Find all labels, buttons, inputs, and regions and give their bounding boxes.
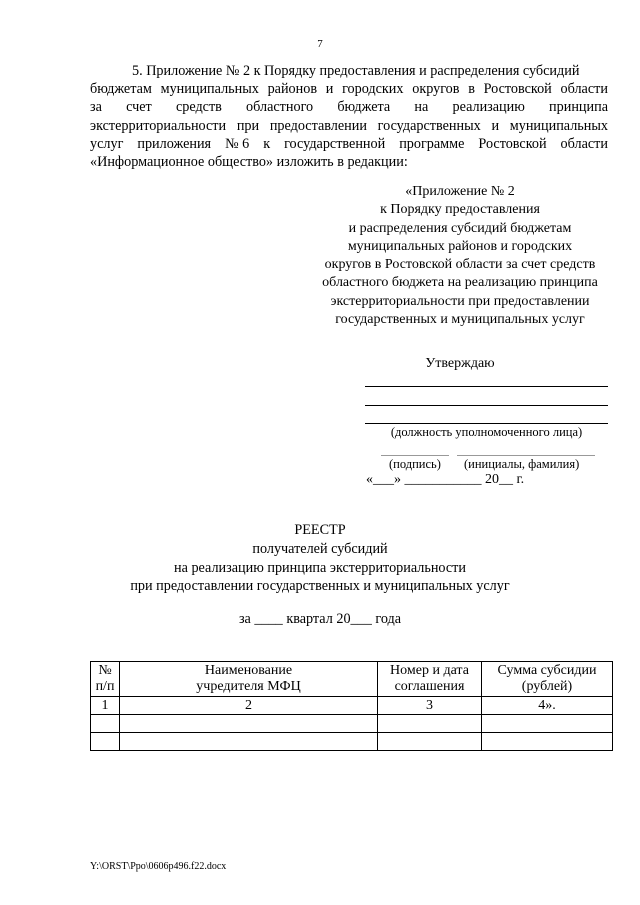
header-line: № <box>98 663 112 678</box>
paragraph-word: к <box>263 135 271 152</box>
header-cell-number <box>91 662 120 697</box>
table-cell <box>378 715 482 733</box>
paragraph-word: реализацию <box>452 99 525 116</box>
approval-title: Утверждаю <box>425 356 495 371</box>
header-line: п/п <box>95 679 115 694</box>
paragraph-word: области <box>560 81 608 98</box>
header-line: Наименование <box>204 663 293 678</box>
paragraph-word: бюджета <box>337 99 391 116</box>
paragraph-word: городских <box>342 81 404 98</box>
appendix-header <box>300 183 620 329</box>
approval-blank-line <box>365 386 608 387</box>
table-row <box>91 715 613 733</box>
paragraph-line <box>90 153 608 171</box>
paragraph-word: Ростовской <box>483 81 552 98</box>
paragraph-word: программе <box>399 135 465 152</box>
paragraph-line <box>90 98 608 116</box>
header-line: учредителя МФЦ <box>196 679 301 694</box>
paragraph-word: услуг <box>90 135 124 152</box>
table-row <box>91 697 613 715</box>
signature-caption: (подпись) <box>389 457 441 471</box>
register-period: за ____ квартал 20___ года <box>238 611 402 627</box>
header-line: Сумма субсидии <box>497 663 597 678</box>
header-cell-founder <box>120 662 378 697</box>
appendix-line: муниципальных районов и городских <box>347 238 573 254</box>
page-number: 7 <box>317 38 323 50</box>
appendix-line: областного бюджета на реализацию принципа <box>322 275 598 291</box>
paragraph-word: государственных <box>377 117 481 134</box>
register-subtitle: получателей субсидий <box>252 541 388 557</box>
table-cell <box>482 733 613 751</box>
register-subtitle: на реализацию принципа экстерриториальности <box>174 559 466 576</box>
signature-blank-line <box>381 455 449 456</box>
table-header-row <box>91 662 613 697</box>
paragraph-word: при <box>236 117 260 134</box>
paragraph-line <box>90 62 608 80</box>
paragraph-word: приложения <box>137 135 212 152</box>
paragraph-line <box>90 117 608 135</box>
paragraph-word: Ростовской <box>478 135 547 152</box>
paragraph-word: на <box>414 99 429 116</box>
table-cell: 3 <box>378 697 482 715</box>
appendix-line: округов в Ростовской области за счет средств <box>324 257 596 273</box>
approval-blank-line <box>365 405 608 406</box>
table-cell <box>120 715 378 733</box>
paragraph-word: областного <box>246 99 314 116</box>
paragraph-word: районов <box>267 81 318 98</box>
paragraph-word: муниципальных <box>160 81 259 98</box>
header-line: соглашения <box>394 679 465 694</box>
register-table <box>90 661 613 751</box>
name-caption: (инициалы, фамилия) <box>464 457 580 471</box>
paragraph-word: «Информационное общество» изложить в редакции: <box>90 154 408 171</box>
table-row <box>91 733 613 751</box>
table-cell <box>120 733 378 751</box>
paragraph-word: экстерриториальности <box>90 117 227 134</box>
header-cell-agreement <box>378 662 482 697</box>
table-cell <box>91 715 120 733</box>
approval-blank-line <box>365 423 608 424</box>
paragraph-word: бюджетам <box>90 81 152 98</box>
register-subtitle: при предоставлении государственных и муниципальных услуг <box>130 578 510 594</box>
paragraph-word: средств <box>175 99 222 116</box>
position-caption: (должность уполномоченного лица) <box>390 425 583 439</box>
paragraph-word: 5. Приложение № 2 к Порядку предоставления и распределения субсидий <box>132 63 580 79</box>
paragraph-word: области <box>560 135 608 152</box>
paragraph-word: и <box>491 117 500 134</box>
header-line: (рублей) <box>521 679 573 694</box>
table-cell <box>482 715 613 733</box>
paragraph-line <box>90 80 608 98</box>
appendix-line: «Приложение № 2 <box>405 184 515 199</box>
paragraph-word: № 6 <box>225 135 250 152</box>
paragraph-word: счет <box>126 99 152 116</box>
appendix-line: экстерриториальности при предоставлении <box>330 293 590 309</box>
amendment-paragraph <box>90 62 608 171</box>
approval-date-line: «___» ___________ 20__ г. <box>366 472 525 487</box>
paragraph-word: округов <box>412 81 460 98</box>
appendix-line: государственных и муниципальных услуг <box>335 312 585 328</box>
paragraph-word: и <box>325 81 334 98</box>
footer-file-path: Y:\ORST\Ppo\0606p496.f22.docx <box>90 861 227 872</box>
header-line: Номер и дата <box>390 663 469 678</box>
appendix-line: к Порядку предоставления <box>380 202 540 218</box>
header-cell-amount <box>482 662 613 697</box>
table-cell <box>91 733 120 751</box>
paragraph-word: предоставлении <box>269 117 367 134</box>
paragraph-word: принципа <box>549 99 608 116</box>
table-cell: 1 <box>91 697 120 715</box>
paragraph-word: за <box>90 99 102 116</box>
paragraph-line <box>90 135 608 153</box>
register-title: РЕЕСТР <box>294 522 346 538</box>
table-cell: 2 <box>120 697 378 715</box>
paragraph-word: муниципальных <box>509 117 608 134</box>
table-cell: 4». <box>482 697 613 715</box>
name-blank-line <box>457 455 595 456</box>
table-cell <box>378 733 482 751</box>
paragraph-word: государственной <box>284 135 386 152</box>
paragraph-word: в <box>468 81 475 98</box>
appendix-line: и распределения субсидий бюджетам <box>348 220 572 236</box>
